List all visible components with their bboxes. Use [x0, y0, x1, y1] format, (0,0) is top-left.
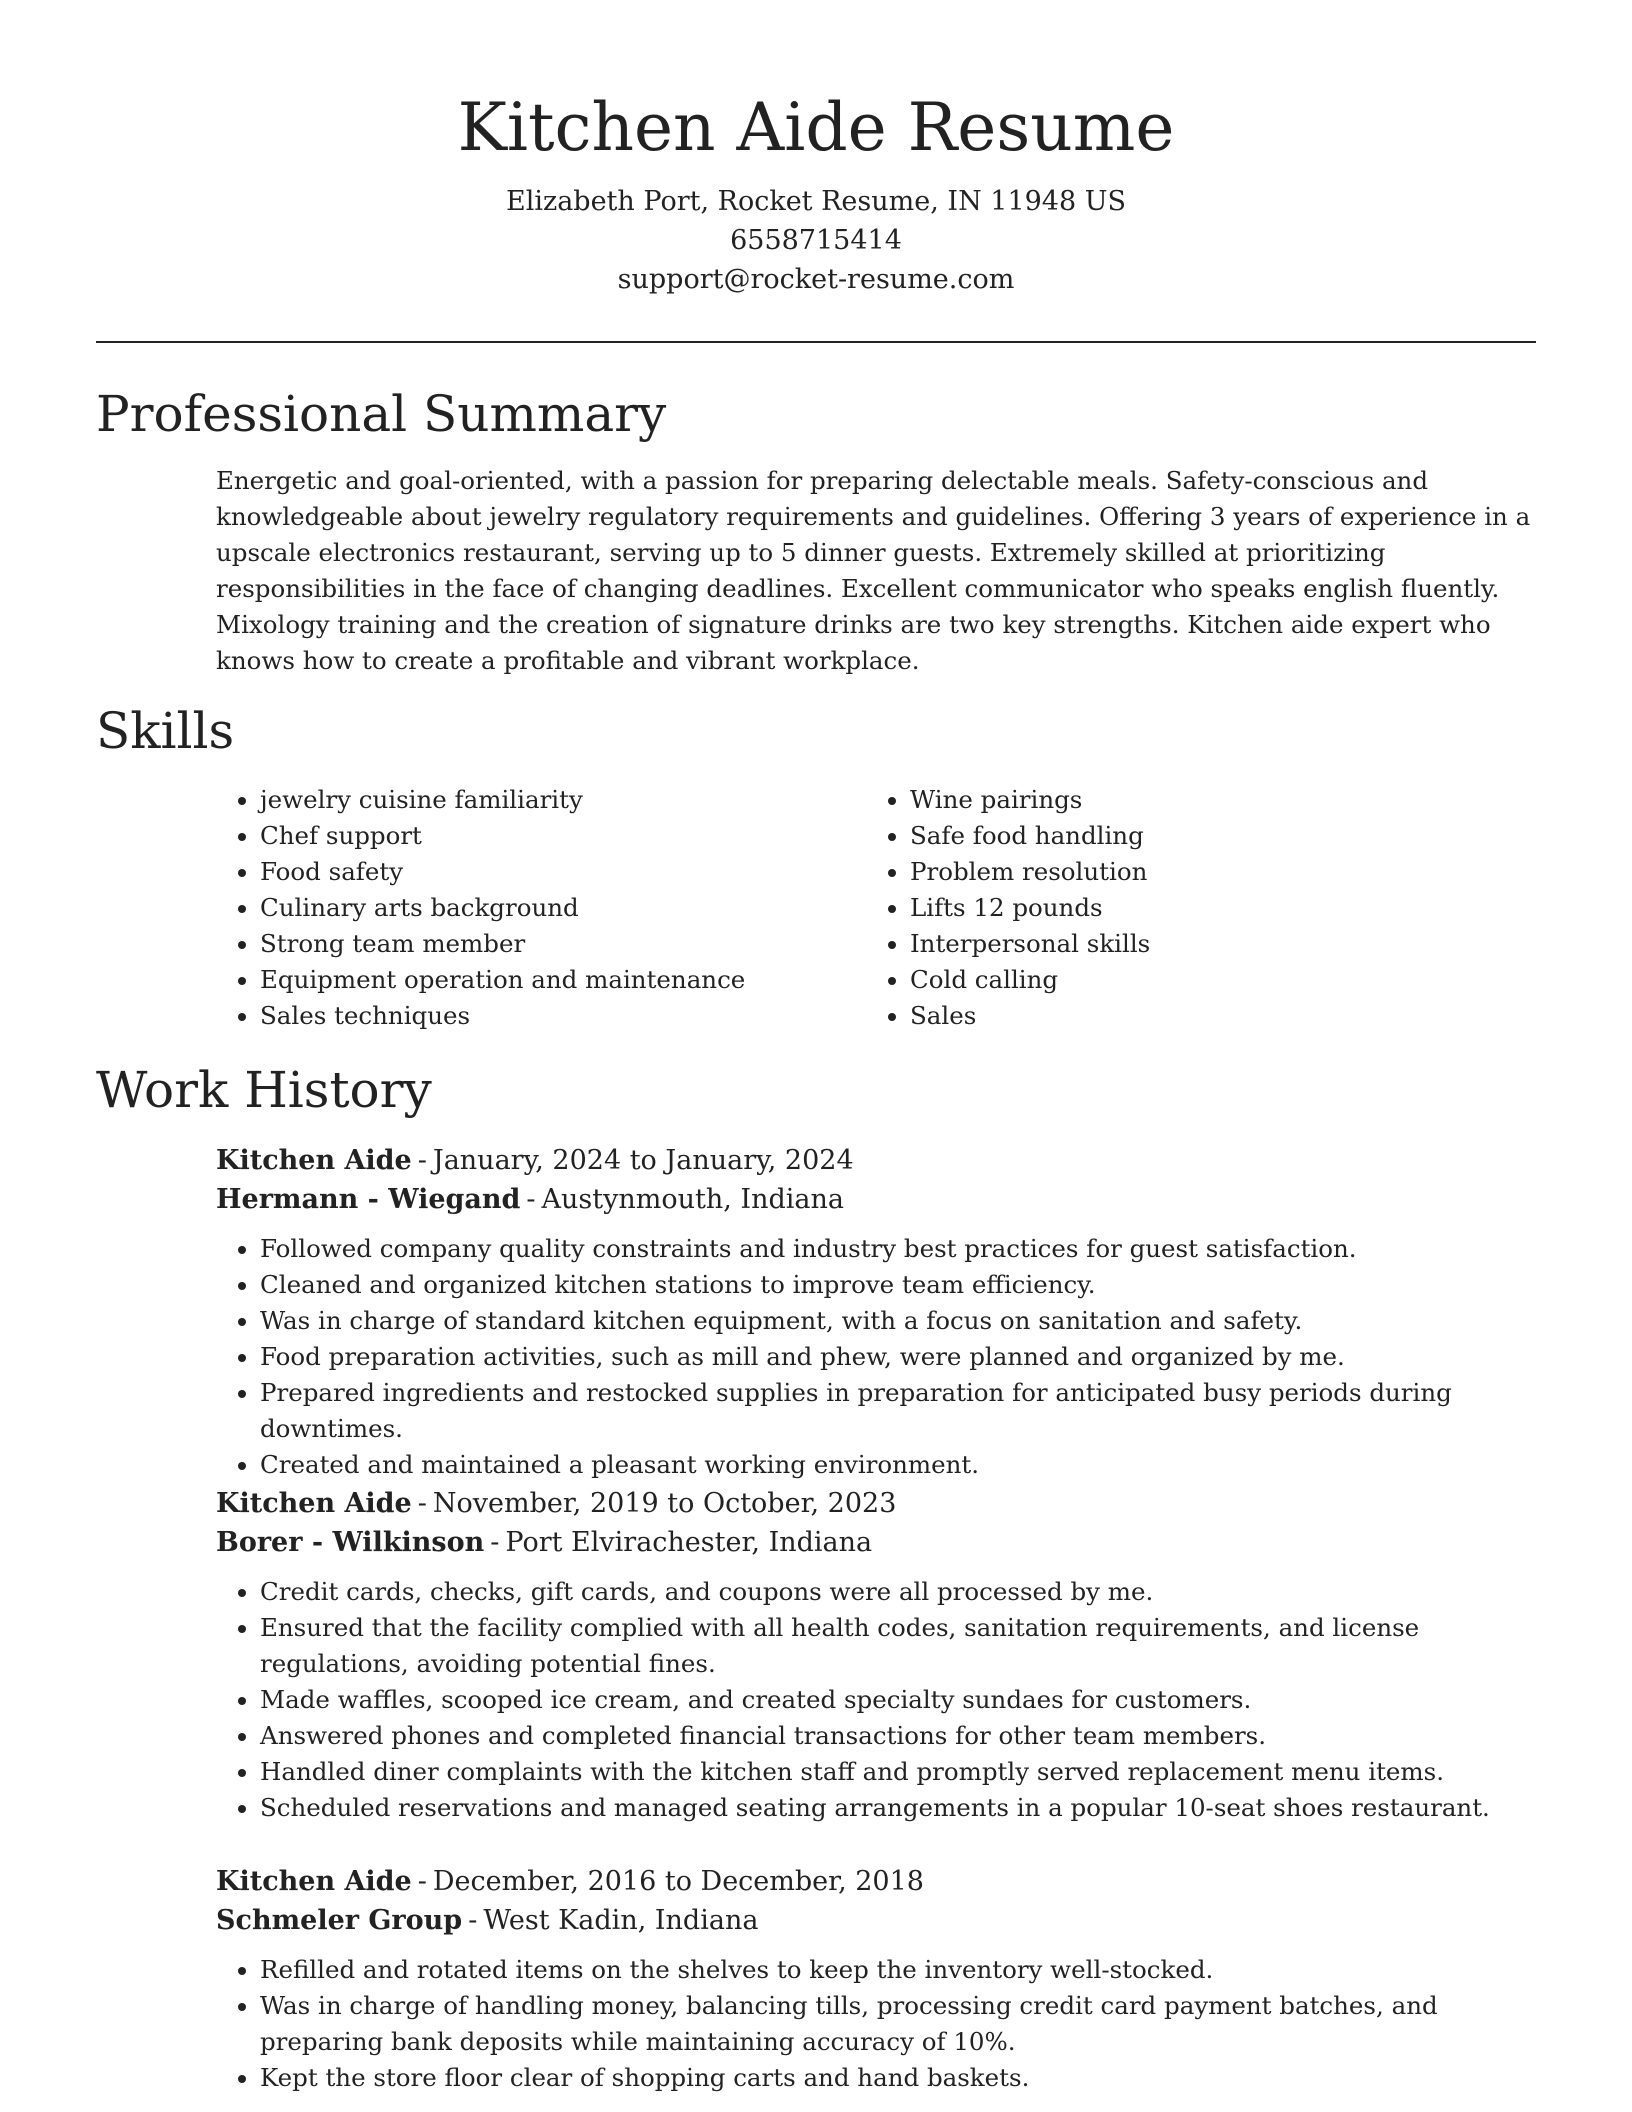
- job-duty: • Created and maintained a pleasant working environment.: [260, 1447, 1546, 1483]
- job-location: West Kadin, Indiana: [483, 1905, 759, 1936]
- skill-item: • Wine pairings: [910, 782, 1466, 818]
- job-duty: • Prepared ingredients and restocked supplies in preparation for anticipated busy periods during downtimes.: [260, 1375, 1546, 1447]
- skill-item: • jewelry cuisine familiarity: [260, 782, 816, 818]
- contact-info: [0, 182, 1632, 299]
- job-entry: [216, 1862, 1546, 2096]
- job-company-line: Hermann - Wiegand - Austynmouth, Indiana: [216, 1184, 844, 1215]
- job-dates: January, 2024 to January, 2024: [432, 1145, 854, 1176]
- job-role: Kitchen Aide: [216, 1145, 412, 1176]
- job-company: Schmeler Group: [216, 1905, 463, 1936]
- job-dates: November, 2019 to October, 2023: [432, 1488, 897, 1519]
- job-entry: [216, 1141, 1546, 1483]
- job-duties: [216, 1952, 1546, 2096]
- summary-heading: Professional Summary: [96, 385, 667, 443]
- header-divider: [96, 341, 1536, 343]
- job-duty: • Was in charge of handling money, balancing tills, processing credit card payment batches, and preparing bank deposits while maintaining accuracy of 10%.: [260, 1988, 1546, 2060]
- job-duty: • Handled diner complaints with the kitchen staff and promptly served replacement menu items.: [260, 1754, 1546, 1790]
- job-duties: [216, 1231, 1546, 1483]
- skills-list-right: [866, 782, 1466, 1034]
- job-location: Port Elvirachester, Indiana: [505, 1527, 873, 1558]
- job-duty: • Was in charge of standard kitchen equipment, with a focus on sanitation and safety.: [260, 1303, 1546, 1339]
- job-dates: December, 2016 to December, 2018: [432, 1866, 924, 1897]
- job-title-line: Kitchen Aide - January, 2024 to January, 2024: [216, 1145, 854, 1176]
- resume-header: [0, 0, 1632, 299]
- skills-heading: Skills: [96, 702, 235, 760]
- job-duty: • Ensured that the facility complied with all health codes, sanitation requirements, and license regulations, avoiding potential fines.: [260, 1610, 1546, 1682]
- job-duty: • Followed company quality constraints and industry best practices for guest satisfaction.: [260, 1231, 1546, 1267]
- phone-number: 6558715414: [730, 225, 902, 256]
- skill-item: • Strong team member: [260, 926, 816, 962]
- work-history-heading: Work History: [96, 1061, 432, 1119]
- email-address: support@rocket-resume.com: [617, 264, 1015, 295]
- skill-item: • Cold calling: [910, 962, 1466, 998]
- resume-title: Kitchen Aide Resume: [457, 89, 1175, 166]
- skills-list-left: [216, 782, 816, 1034]
- job-duty: • Refilled and rotated items on the shelves to keep the inventory well-stocked.: [260, 1952, 1546, 1988]
- skill-item: • Sales: [910, 998, 1466, 1034]
- job-duty: • Answered phones and completed financial transactions for other team members.: [260, 1718, 1546, 1754]
- job-role: Kitchen Aide: [216, 1866, 412, 1897]
- job-entry: [216, 1484, 1546, 1826]
- job-duty: • Food preparation activities, such as mill and phew, were planned and organized by me.: [260, 1339, 1546, 1375]
- skill-item: • Lifts 12 pounds: [910, 890, 1466, 926]
- skill-item: • Interpersonal skills: [910, 926, 1466, 962]
- job-duty: • Scheduled reservations and managed seating arrangements in a popular 10-seat shoes restaurant.: [260, 1790, 1546, 1826]
- job-duty: • Made waffles, scooped ice cream, and created specialty sundaes for customers.: [260, 1682, 1546, 1718]
- job-company: Borer - Wilkinson: [216, 1527, 485, 1558]
- summary-text: Energetic and goal-oriented, with a passion for preparing delectable meals. Safety-conscious and knowledgeable about jewelry regulatory requirements and guidelines. Offering 3 years of experience in a upscale electronics restaurant, serving up to 5 dinner guests. Extremely skilled at prioritizing responsibilities in the face of changing deadlines. Excellent communicator who speaks english fluently. Mixology training and the creation of signature drinks are two key strengths. Kitchen aide expert who knows how to create a profitable and vibrant workplace.: [216, 466, 1531, 675]
- job-duties: [216, 1574, 1546, 1826]
- job-company: Hermann - Wiegand: [216, 1184, 521, 1215]
- address: Elizabeth Port, Rocket Resume, IN 11948 US: [505, 186, 1126, 217]
- skill-item: • Chef support: [260, 818, 816, 854]
- job-duty: • Kept the store floor clear of shopping carts and hand baskets.: [260, 2060, 1546, 2096]
- skill-item: • Food safety: [260, 854, 816, 890]
- job-duty: • Cleaned and organized kitchen stations to improve team efficiency.: [260, 1267, 1546, 1303]
- job-title-line: Kitchen Aide - November, 2019 to October, 2023: [216, 1488, 897, 1519]
- job-title-line: Kitchen Aide - December, 2016 to December, 2018: [216, 1866, 924, 1897]
- skill-item: • Equipment operation and maintenance: [260, 962, 816, 998]
- skill-item: • Sales techniques: [260, 998, 816, 1034]
- job-duty: • Credit cards, checks, gift cards, and coupons were all processed by me.: [260, 1574, 1546, 1610]
- job-company-line: Borer - Wilkinson - Port Elvirachester, Indiana: [216, 1527, 873, 1558]
- job-location: Austynmouth, Indiana: [541, 1184, 844, 1215]
- skill-item: • Safe food handling: [910, 818, 1466, 854]
- job-role: Kitchen Aide: [216, 1488, 412, 1519]
- skill-item: • Culinary arts background: [260, 890, 816, 926]
- skill-item: • Problem resolution: [910, 854, 1466, 890]
- job-company-line: Schmeler Group - West Kadin, Indiana: [216, 1905, 759, 1936]
